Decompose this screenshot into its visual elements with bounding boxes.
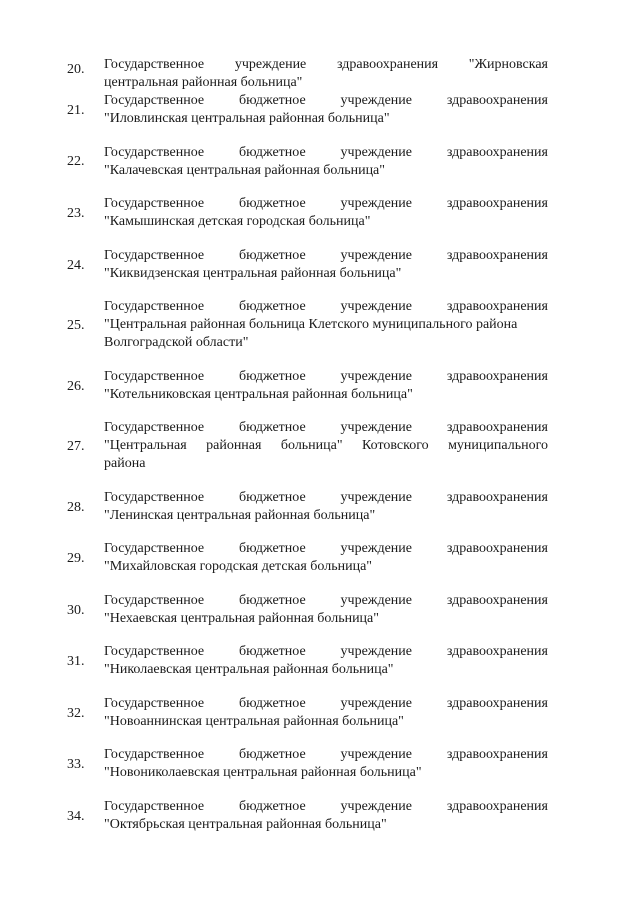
item-text-line: "Камышинская детская городская больница" [104,214,371,229]
item-text-line [104,437,548,455]
item-text-line: "Калачевская центральная районная больница" [104,163,385,178]
word: больница" [280,438,343,453]
item-text [104,247,548,283]
item-text [104,195,548,231]
item-number: 21. [67,103,85,118]
word: бюджетное [238,799,306,814]
item-text [104,56,548,92]
item-text-line [104,56,548,74]
word: Государственное [104,145,205,160]
word: "Центральная [104,438,187,453]
item-text-line: "Центральная районная больница Клетского муниципального района [104,317,518,332]
item-text [104,746,548,782]
word: Государственное [104,369,205,384]
word: бюджетное [238,490,306,505]
word: бюджетное [238,145,306,160]
word: Государственное [104,799,205,814]
item-text-line [104,247,548,265]
item-text-line [104,746,548,764]
item-text [104,368,548,404]
word: Государственное [104,57,205,72]
word: здравоохранения [446,299,548,314]
word: бюджетное [238,644,306,659]
item-number: 24. [67,258,85,273]
word: бюджетное [238,747,306,762]
word: бюджетное [238,420,306,435]
word: здравоохранения [446,145,548,160]
word: Государственное [104,248,205,263]
word: учреждение [340,299,412,314]
item-text-line: "Новониколаевская центральная районная больница" [104,765,422,780]
item-text [104,798,548,834]
item-text-line [104,540,548,558]
word: Государственное [104,299,205,314]
word: здравоохранения [446,248,548,263]
word: учреждение [340,369,412,384]
word: учреждение [340,747,412,762]
item-text-line [104,643,548,661]
item-text-line: района [104,456,146,471]
word: "Жирновская [468,57,548,72]
item-text-line [104,195,548,213]
word: здравоохранения [446,696,548,711]
word: учреждение [340,696,412,711]
item-number: 28. [67,500,85,515]
item-text [104,592,548,628]
word: Государственное [104,196,205,211]
word: учреждение [340,196,412,211]
item-text-line: центральная районная больница" [104,75,303,90]
word: Государственное [104,420,205,435]
item-number: 31. [67,654,85,669]
word: учреждение [340,93,412,108]
item-text-line: "Новоаннинская центральная районная больница" [104,714,404,729]
item-text-line: Волгоградской области" [104,335,249,350]
item-text-line [104,92,548,110]
word: Государственное [104,644,205,659]
word: бюджетное [238,196,306,211]
item-text-line [104,419,548,437]
item-text-line [104,489,548,507]
item-text-line [104,298,548,316]
item-text-line [104,592,548,610]
word: здравоохранения [446,799,548,814]
word: учреждение [340,248,412,263]
word: здравоохранения [446,420,548,435]
item-text [104,92,548,128]
item-number: 29. [67,551,85,566]
word: бюджетное [238,299,306,314]
item-number: 34. [67,809,85,824]
word: бюджетное [238,541,306,556]
word: здравоохранения [336,57,439,72]
word: Государственное [104,93,205,108]
item-number: 30. [67,603,85,618]
item-number: 25. [67,318,85,333]
item-text [104,144,548,180]
item-text-line: "Киквидзенская центральная районная больница" [104,266,402,281]
word: Котовского [362,438,429,453]
word: бюджетное [238,248,306,263]
item-text-line [104,368,548,386]
item-text-line [104,798,548,816]
word: Государственное [104,593,205,608]
word: здравоохранения [446,593,548,608]
word: Государственное [104,541,205,556]
item-number: 23. [67,206,85,221]
word: учреждение [340,644,412,659]
item-number: 22. [67,154,85,169]
item-text-line [104,144,548,162]
word: бюджетное [238,369,306,384]
word: учреждение [340,420,412,435]
item-text [104,419,548,473]
word: здравоохранения [446,747,548,762]
item-number: 27. [67,439,85,454]
word: здравоохранения [446,93,548,108]
item-text-line: "Октябрьская центральная районная больница" [104,817,387,832]
word: здравоохранения [446,490,548,505]
item-text [104,695,548,731]
word: здравоохранения [446,644,548,659]
word: районная [206,438,262,453]
item-text-line: "Ленинская центральная районная больница" [104,508,376,523]
word: Государственное [104,696,205,711]
item-number: 26. [67,379,85,394]
item-text [104,298,548,352]
item-number: 33. [67,757,85,772]
word: Государственное [104,747,205,762]
word: учреждение [234,57,307,72]
item-text-line: "Котельниковская центральная районная больница" [104,387,413,402]
item-text [104,489,548,525]
item-text [104,540,548,576]
item-number: 32. [67,706,85,721]
word: бюджетное [238,93,306,108]
word: учреждение [340,541,412,556]
item-text-line [104,695,548,713]
item-text-line: "Нехаевская центральная районная больница" [104,611,379,626]
item-text [104,643,548,679]
item-text-line: "Николаевская центральная районная больница" [104,662,394,677]
word: бюджетное [238,593,306,608]
word: учреждение [340,593,412,608]
word: здравоохранения [446,541,548,556]
word: здравоохранения [446,369,548,384]
word: учреждение [340,145,412,160]
word: Государственное [104,490,205,505]
word: бюджетное [238,696,306,711]
word: учреждение [340,799,412,814]
item-text-line: "Михайловская городская детская больница" [104,559,373,574]
item-text-line: "Иловлинская центральная районная больница" [104,111,390,126]
word: здравоохранения [446,196,548,211]
word: муниципального [448,438,548,453]
item-number: 20. [67,62,85,77]
word: учреждение [340,490,412,505]
